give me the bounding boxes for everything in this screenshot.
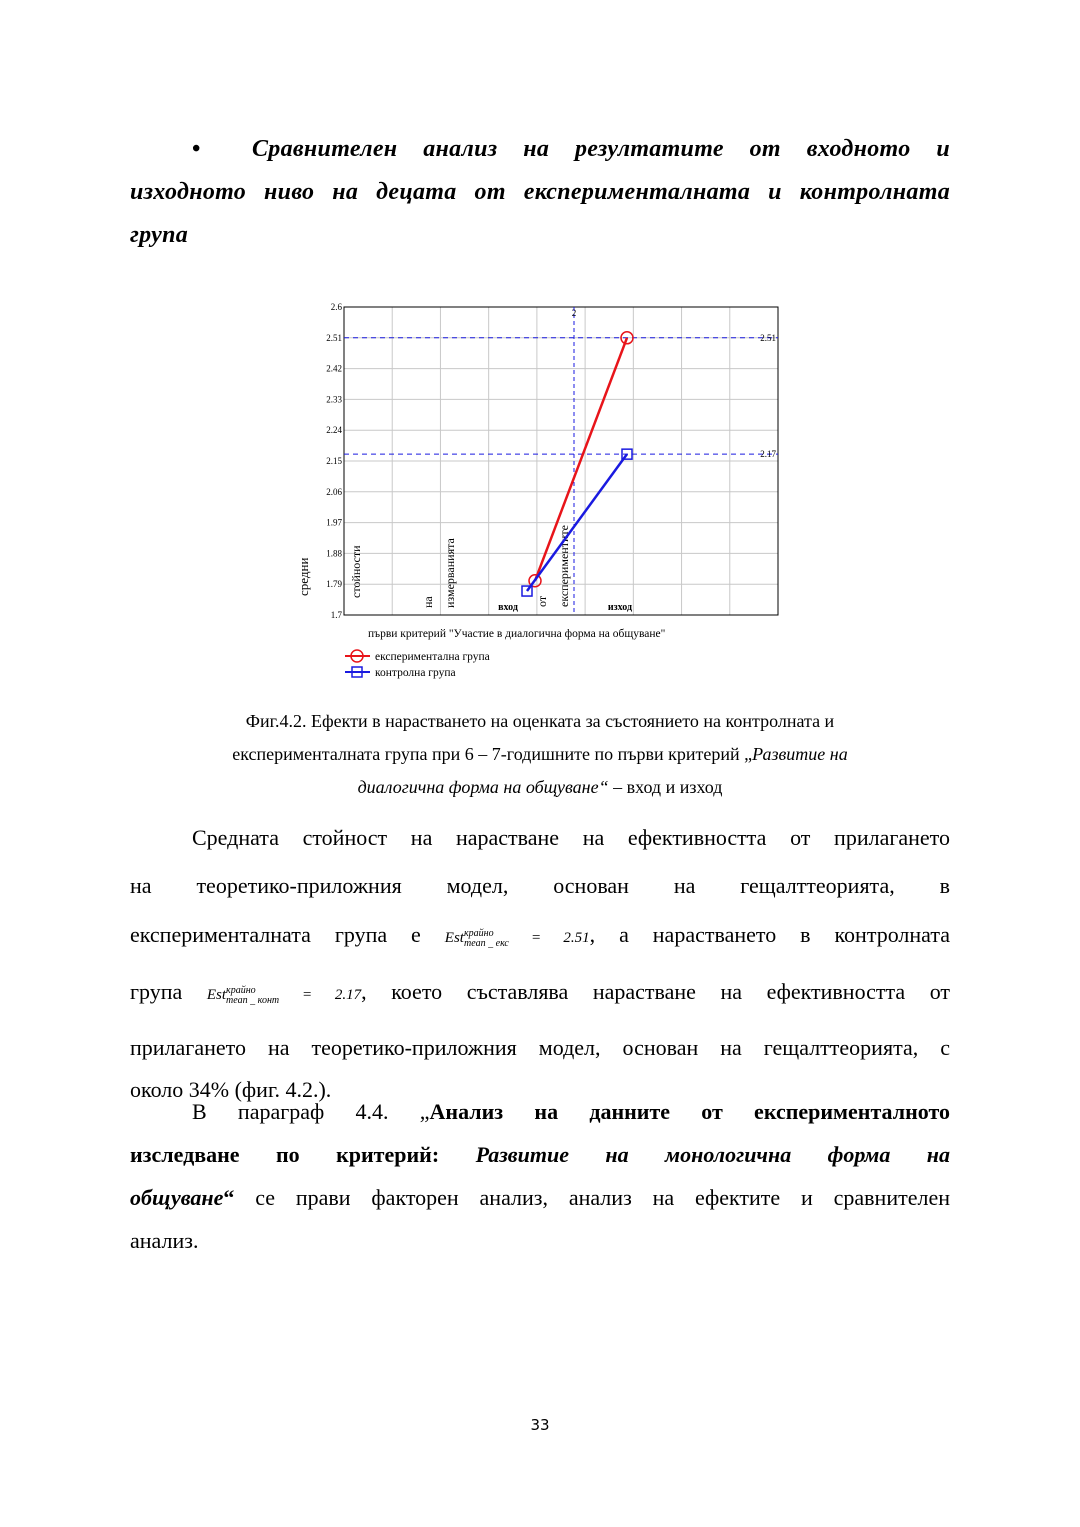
rotated-label-stoynosti: стойности — [349, 545, 363, 598]
y-tick-1.88: 1.88 — [326, 548, 342, 559]
bullet-icon: • — [192, 136, 201, 162]
comparison-chart — [290, 296, 810, 688]
figure-caption — [130, 705, 950, 804]
rotated-label-eksperimentite: експериментите — [557, 525, 571, 607]
para1-line-5: прилагането на теоретико-приложния модел, основан на гещалттеорията, с — [130, 1035, 950, 1060]
y-tick-1.7: 1.7 — [330, 610, 342, 620]
para1-line-1: Средната стойност на нарастване на ефективността от прилагането — [192, 825, 950, 850]
page-number: 33 — [530, 1416, 550, 1434]
caption-line-2: експерименталната група при 6 – 7-годишните по първи критерий „Развитие на — [232, 744, 848, 764]
y-tick-2.24: 2.24 — [326, 425, 342, 436]
y-tick-1.97: 1.97 — [326, 517, 342, 528]
y-tick-2.42: 2.42 — [326, 363, 342, 374]
para1-line-6: около 34% (фиг. 4.2.). — [130, 1077, 332, 1102]
para1-line-3: експерименталната група е Est крайно mean _ екс = 2.51, а нарастването в контролната — [130, 922, 951, 949]
legend-label-0: експериментална група — [375, 651, 490, 663]
x-category-izhod: изход — [607, 602, 633, 613]
section-heading — [130, 128, 950, 257]
y-tick-2.6: 2.6 — [330, 302, 342, 312]
divider-label: 2 — [571, 308, 577, 318]
heading-line-2: изходното ниво на децата от експерименталната и контролната — [130, 179, 950, 205]
caption-line-3: диалогична форма на общуване“ – вход и изход — [357, 777, 723, 797]
caption-line-1: Фиг.4.2. Ефекти в нарастването на оценката за състоянието на контролната и — [245, 711, 835, 731]
paragraph-1 — [130, 814, 950, 1108]
y-axis-ticks — [326, 302, 342, 620]
paragraph-2 — [130, 1090, 950, 1262]
y-axis-label: средни — [296, 557, 311, 596]
rotated-label-na: на — [421, 596, 435, 608]
y-tick-2.15: 2.15 — [326, 456, 342, 466]
data-series — [522, 332, 633, 596]
rotated-label-izmervaniyata: измерванията — [443, 538, 457, 608]
series-line-0 — [535, 338, 627, 581]
para1-line-2: на теоретико-приложния модел, основан на гещалттеорията, в — [130, 873, 950, 898]
heading-line-3: група — [130, 222, 189, 248]
y-tick-2.06: 2.06 — [326, 486, 342, 497]
formula-control: Est крайно mean _ конт = 2.17 — [206, 984, 362, 1006]
x-category-vhod: вход — [498, 602, 518, 613]
para2-line-4: анализ. — [130, 1228, 199, 1253]
para2-line-3: общуване“ се прави факторен анализ, анализ на ефектите и сравнителен — [130, 1185, 950, 1210]
y-tick-1.79: 1.79 — [326, 579, 342, 590]
rotated-label-ot: от — [535, 595, 549, 607]
chart-legend — [345, 650, 490, 679]
x-axis-label: първи критерий "Участие в диалогична форма на общуване" — [368, 628, 666, 640]
y-tick-2.33: 2.33 — [326, 394, 342, 405]
para2-line-1: В параграф 4.4. „Анализ на данните от експерименталното — [192, 1099, 950, 1124]
y-tick-2.51: 2.51 — [326, 332, 342, 343]
reference-label-2.17: 2.17 — [760, 449, 776, 460]
heading-line-1: Сравнителен анализ на резултатите от входното и — [252, 136, 950, 162]
para2-line-2: изследване по критерий: Развитие на монологична форма на — [130, 1142, 950, 1167]
reference-label-2.51: 2.51 — [760, 332, 776, 343]
formula-experimental: Est крайно mean _ екс = 2.51 — [444, 927, 590, 949]
legend-label-1: контролна група — [375, 667, 456, 679]
reference-lines — [344, 333, 778, 459]
para1-line-4: група Est крайно mean _ конт = 2.17, което съставлява нарастване на ефективността от — [130, 979, 951, 1006]
